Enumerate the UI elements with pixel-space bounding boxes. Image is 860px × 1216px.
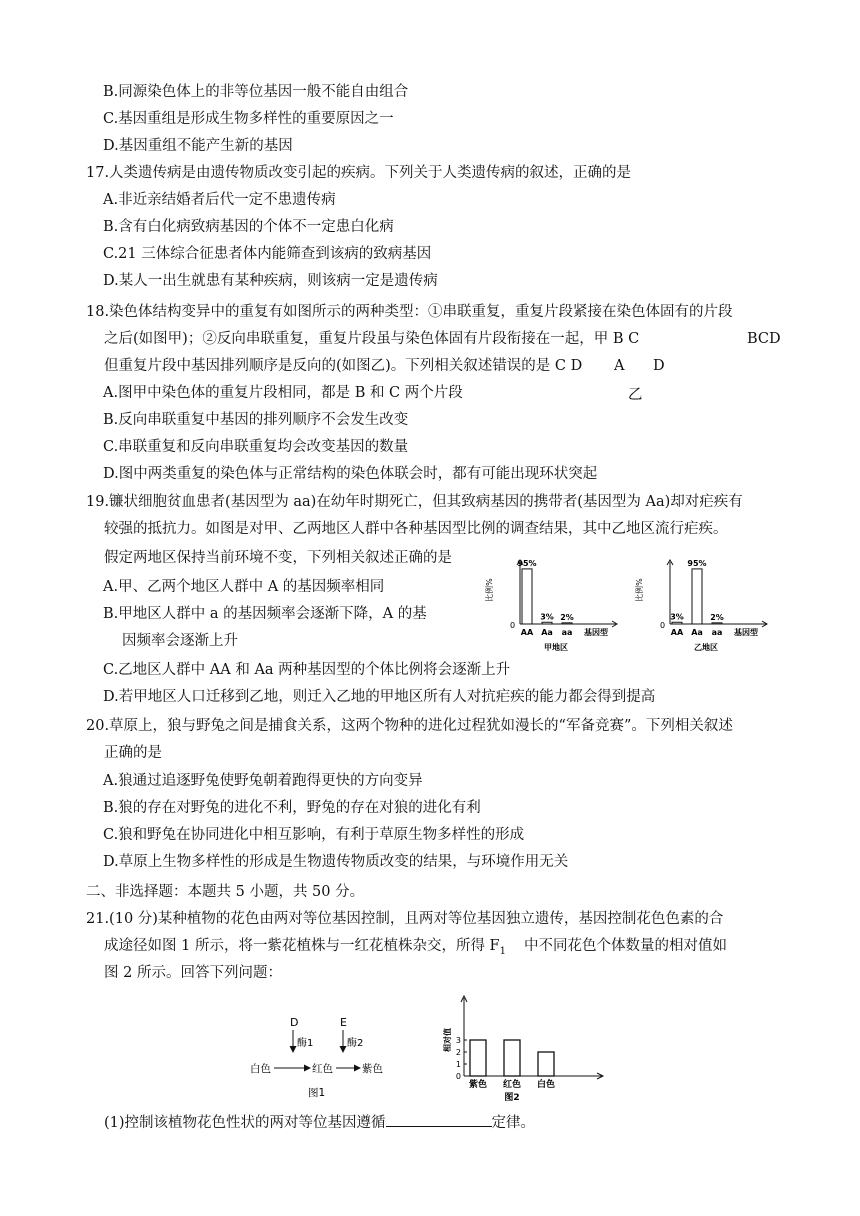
fig2-ytick-2: 2	[455, 1048, 461, 1057]
fig1-enzyme-2: 酶2	[347, 1038, 364, 1049]
q20-option-b: B.狼的存在对野兔的进化不利，野兔的存在对狼的进化有利	[103, 800, 481, 816]
yi-title: 乙地区	[694, 643, 718, 652]
fig1-gene-d: D	[290, 1016, 299, 1029]
yi-label-Aa: 95%	[687, 558, 707, 568]
q19-option-a: A.甲、乙两个地区人群中 A 的基因频率相同	[103, 579, 385, 595]
q19-option-c: C.乙地区人群中 AA 和 Aa 两种基因型的个体比例将会逐渐上升	[103, 662, 511, 678]
fig2-ytick-0: 0	[455, 1072, 461, 1081]
q20-stem-line1: 20.草原上，狼与野兔之间是捕食关系，这两个物种的进化过程犹如漫长的“军备竞赛”。下列相关叙述	[86, 718, 733, 734]
q20-option-c: C.狼和野兔在协同进化中相互影响，有利于草原生物多样性的形成	[103, 827, 525, 843]
q19-stem-line1: 19.镰状细胞贫血患者(基因型为 aa)在幼年时期死亡，但其致病基因的携带者(基因型为 Aa)却对疟疾有	[86, 494, 743, 510]
q18-figure-label-bcd: BCD	[747, 331, 781, 347]
q18-option-a: A.图甲中染色体的重复片段相同，都是 B 和 C 两个片段	[103, 385, 463, 401]
fig2-ylabel: 相对值	[443, 1028, 452, 1052]
q21-stem-line2b: 中不同花色个体数量的相对值如	[524, 938, 727, 954]
q18-figure-label-yi: 乙	[628, 387, 643, 403]
q20-stem-line2: 正确的是	[104, 745, 162, 761]
jia-origin: 0	[510, 621, 516, 630]
q19-stem-line3: 假定两地区保持当前环境不变，下列相关叙述正确的是	[104, 550, 452, 566]
q18-option-c: C.串联重复和反向串联重复均会改变基因的数量	[103, 439, 409, 455]
yi-tick-Aa: Aa	[691, 628, 703, 637]
yi-ylabel: 比例%	[635, 578, 644, 602]
fig2-bar-2	[538, 1052, 554, 1076]
flower-color-chart	[443, 992, 606, 1103]
q21-subscript: 1	[499, 945, 506, 957]
q20-option-a: A.狼通过追逐野兔使野兔朝着跑得更快的方向变异	[103, 773, 423, 789]
fig2-ytick-3: 3	[455, 1036, 461, 1045]
fig2-bar-1	[504, 1040, 520, 1076]
jia-title: 甲地区	[544, 643, 568, 652]
yi-tick-AA: AA	[670, 628, 684, 637]
jia-bar-AA	[522, 569, 532, 624]
fig2-bar-0	[470, 1040, 486, 1076]
yi-label-AA: 3%	[670, 612, 684, 622]
yi-bar-aa	[712, 623, 722, 624]
fig1-purple: 紫色	[362, 1063, 383, 1075]
jia-tick-AA: AA	[520, 628, 534, 637]
q18-stem-line1: 18.染色体结构变异中的重复有如图所示的两种类型：①串联重复，重复片段紧接在染色体固有的片段	[86, 304, 733, 320]
q18-stem-line2: 之后(如图甲)；②反向串联重复，重复片段虽与染色体固有片段衔接在一起，甲 B C	[104, 331, 640, 347]
yi-xlabel: 基因型	[734, 628, 758, 637]
fig1-enzyme-1: 酶1	[297, 1038, 314, 1049]
fig2-xtick-2: 白色	[536, 1080, 556, 1090]
q16-option-d: D.基因重组不能产生新的基因	[103, 138, 293, 154]
genotype-chart-jia	[478, 556, 628, 656]
q21-stem-line2	[104, 936, 727, 962]
section-heading: 二、非选择题：本题共 5 小题，共 50 分。	[86, 884, 365, 900]
fig2-caption: 图2	[504, 1093, 520, 1103]
fig2-ytick-1: 1	[455, 1060, 461, 1069]
q20-option-d: D.草原上生物多样性的形成是生物遗传物质改变的结果，与环境作用无关	[103, 854, 569, 870]
jia-tick-aa: aa	[561, 628, 573, 637]
fig1-red: 红色	[312, 1063, 333, 1075]
yi-origin: 0	[660, 621, 666, 630]
pathway-figure	[246, 1010, 396, 1100]
q17-option-a: A.非近亲结婚者后代一定不患遗传病	[103, 192, 336, 208]
yi-label-aa: 2%	[710, 612, 724, 622]
q21-sub1-tail: 定律。	[491, 1115, 536, 1131]
jia-bar-aa	[562, 623, 572, 624]
q19-option-b-line1: B.甲地区人群中 a 的基因频率会逐渐下降，A 的基	[103, 606, 427, 622]
q19-option-b-line2: 因频率会逐渐上升	[122, 633, 238, 649]
jia-label-AA: 95%	[517, 558, 537, 568]
q19-stem-line2: 较强的抵抗力。如图是对甲、乙两地区人群中各种基因型比例的调查结果，其中乙地区流行疟疾。	[104, 521, 728, 537]
answer-blank[interactable]	[386, 1112, 492, 1127]
fig1-white: 白色	[250, 1063, 271, 1075]
jia-ylabel: 比例%	[485, 578, 494, 602]
genotype-chart-yi	[628, 556, 778, 656]
q17-option-c: C.21 三体综合征患者体内能筛查到该病的致病基因	[103, 246, 432, 262]
jia-bar-Aa	[542, 622, 552, 624]
q18-figure-label-d: D	[653, 358, 665, 374]
q18-stem-line3: 但重复片段中基因排列顺序是反向的(如图乙)。下列相关叙述错误的是 C D	[104, 358, 583, 374]
fig1-gene-e: E	[340, 1016, 347, 1029]
q21-sub1-text: (1)控制该植物花色性状的两对等位基因遵循	[104, 1115, 386, 1131]
jia-label-aa: 2%	[560, 612, 574, 622]
fig2-xtick-0: 紫色	[468, 1080, 488, 1090]
q21-stem-line3: 图 2 所示。回答下列问题：	[104, 965, 282, 981]
yi-bar-Aa	[692, 569, 702, 624]
q19-option-d: D.若甲地区人口迁移到乙地，则迁入乙地的甲地区所有人对抗疟疾的能力都会得到提高	[103, 689, 656, 705]
q18-figure-label-a: A	[614, 358, 625, 374]
fig2-xtick-1: 红色	[502, 1080, 522, 1090]
q21-stem-line2a: 成途径如图 1 所示，将一紫花植株与一红花植株杂交，所得 F	[104, 938, 500, 954]
fig1-caption: 图1	[308, 1087, 326, 1099]
yi-bar-AA	[672, 622, 682, 624]
q21-subquestion-1	[104, 1112, 535, 1133]
q18-option-d: D.图中两类重复的染色体与正常结构的染色体联会时，都有可能出现环状突起	[103, 466, 598, 482]
q17-stem: 17.人类遗传病是由遗传物质改变引起的疾病。下列关于人类遗传病的叙述，正确的是	[86, 165, 632, 181]
q16-option-c: C.基因重组是形成生物多样性的重要原因之一	[103, 111, 394, 127]
jia-label-Aa: 3%	[540, 612, 554, 622]
jia-tick-Aa: Aa	[541, 628, 553, 637]
yi-tick-aa: aa	[711, 628, 723, 637]
jia-xlabel: 基因型	[584, 628, 608, 637]
q21-stem-line1: 21.(10 分)某种植物的花色由两对等位基因控制，且两对等位基因独立遗传，基因控制花色色素的合	[86, 911, 724, 927]
q16-option-b: B.同源染色体上的非等位基因一般不能自由组合	[103, 84, 409, 100]
q17-option-b: B.含有白化病致病基因的个体不一定患白化病	[103, 219, 394, 235]
q17-option-d: D.某人一出生就患有某种疾病，则该病一定是遗传病	[103, 273, 438, 289]
q18-option-b: B.反向串联重复中基因的排列顺序不会发生改变	[103, 412, 409, 428]
